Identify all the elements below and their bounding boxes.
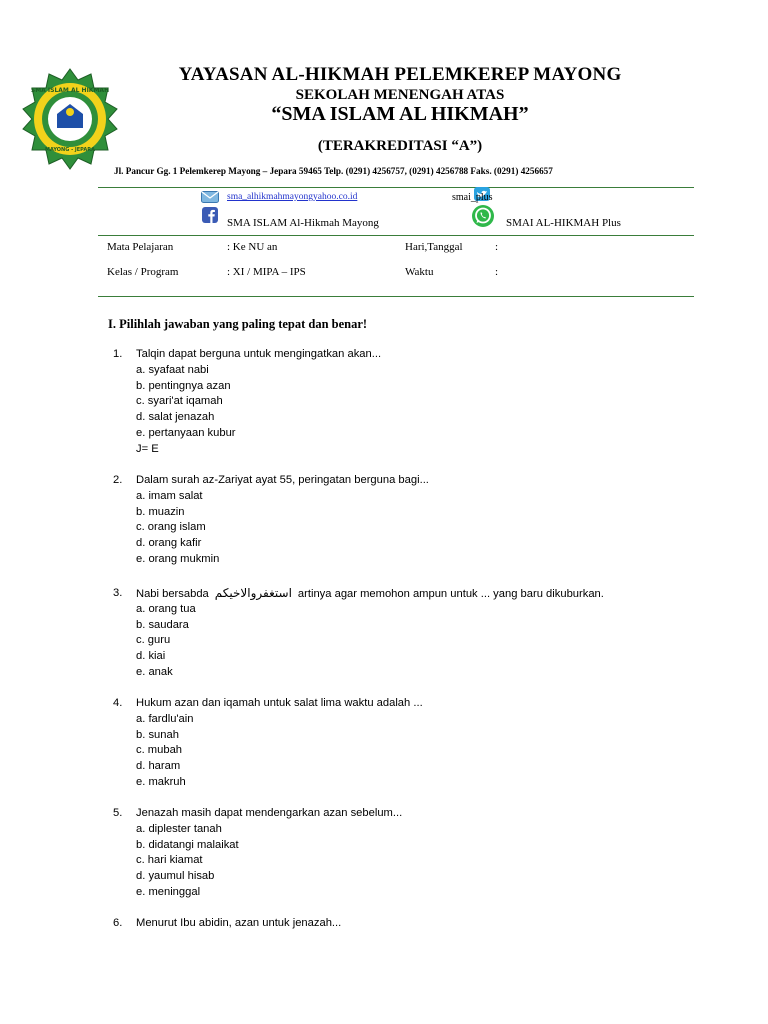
option: d. haram xyxy=(136,760,181,773)
question-stem: Hukum azan dan iqamah untuk salat lima waktu adalah ... xyxy=(136,697,423,709)
question-stem: Menurut Ibu abidin, azan untuk jenazah... xyxy=(136,917,342,929)
logo-text-top: SMA ISLAM AL HIKMAH xyxy=(30,87,110,94)
option: b. muazin xyxy=(136,505,185,518)
option: b. saudara xyxy=(136,618,189,631)
option: d. yaumul hisab xyxy=(136,870,215,883)
option: a. diplester tanah xyxy=(136,822,222,835)
question-stem: Dalam surah az-Zariyat ayat 55, peringatan berguna bagi... xyxy=(136,474,429,486)
option: b. pentingnya azan xyxy=(136,379,231,392)
option: e. anak xyxy=(136,665,173,678)
option: b. sunah xyxy=(136,728,179,741)
option: a. imam salat xyxy=(136,489,203,502)
question-stem xyxy=(136,586,604,602)
facebook-label[interactable]: SMA ISLAM Al-Hikmah Mayong xyxy=(227,217,379,229)
class-value: : XI / MIPA – IPS xyxy=(227,266,306,278)
option: a. syafaat nabi xyxy=(136,363,209,376)
facebook-icon xyxy=(202,207,218,223)
question-stem: Jenazah masih dapat mendengarkan azan sebelum... xyxy=(136,807,403,819)
question-number: 3. xyxy=(113,587,123,599)
question-number: 4. xyxy=(113,697,123,709)
email-link[interactable]: sma_alhikmahmayongyahoo.co.id xyxy=(227,192,358,202)
arabic-phrase: استغفروالاخيكم xyxy=(214,586,292,600)
option: d. salat jenazah xyxy=(136,411,215,424)
question-stem: Talqin dapat berguna untuk mengingatkan akan... xyxy=(136,348,382,360)
option: b. didatangi malaikat xyxy=(136,838,239,851)
option: e. orang mukmin xyxy=(136,552,220,565)
section-title: I. Pilihlah jawaban yang paling tepat dan benar! xyxy=(108,317,368,331)
answer-key: J= E xyxy=(136,442,159,455)
subject-value: : Ke NU an xyxy=(227,241,278,253)
option: c. syari'at iqamah xyxy=(136,395,223,408)
option: c. guru xyxy=(136,634,171,647)
option: a. orang tua xyxy=(136,602,196,615)
option: c. mubah xyxy=(136,744,183,757)
question-number: 5. xyxy=(113,807,123,819)
question-number: 1. xyxy=(113,348,123,360)
whatsapp-icon xyxy=(471,204,495,228)
time-label: Waktu xyxy=(405,266,434,278)
option: c. hari kiamat xyxy=(136,854,203,867)
option: e. meninggal xyxy=(136,885,201,898)
day-value: : xyxy=(495,241,499,253)
email-icon xyxy=(201,191,219,203)
logo-text-bottom: MAYONG - JEPARA xyxy=(45,147,95,153)
header-divider xyxy=(98,187,694,188)
whatsapp-label[interactable]: SMAI AL-HIKMAH Plus xyxy=(506,217,621,229)
subject-label: Mata Pelajaran xyxy=(107,241,174,253)
option: d. kiai xyxy=(136,650,166,663)
option: e. makruh xyxy=(136,775,186,788)
question-number: 2. xyxy=(113,474,123,486)
stem-after: artinya agar memohon ampun untuk ... yang baru dikuburkan. xyxy=(297,588,604,600)
school-name: “SMA ISLAM AL HIKMAH” xyxy=(271,103,529,125)
accreditation: (TERAKREDITASI “A”) xyxy=(317,138,483,154)
option: a. fardlu'ain xyxy=(136,712,194,725)
question-number: 6. xyxy=(113,917,123,929)
time-value: : xyxy=(495,266,499,278)
option: e. pertanyaan kubur xyxy=(136,426,236,439)
option: c. orang islam xyxy=(136,521,206,534)
twitter-handle[interactable]: smai_plus xyxy=(452,192,493,203)
contacts-divider xyxy=(98,235,694,236)
info-divider xyxy=(98,296,694,297)
school-address: Jl. Pancur Gg. 1 Pelemkerep Mayong – Jepara 59465 Telp. (0291) 4256757, (0291) 4256788 Faks. (0291) 4256657 xyxy=(114,166,553,176)
day-label: Hari,Tanggal xyxy=(405,241,463,253)
class-label: Kelas / Program xyxy=(107,266,179,278)
school-level: SEKOLAH MENENGAH ATAS xyxy=(295,87,505,103)
school-logo xyxy=(17,66,123,172)
option: d. orang kafir xyxy=(136,537,202,550)
foundation-name: YAYASAN AL-HIKMAH PELEMKEREP MAYONG xyxy=(178,64,622,85)
stem-before: Nabi bersabda xyxy=(136,588,209,600)
